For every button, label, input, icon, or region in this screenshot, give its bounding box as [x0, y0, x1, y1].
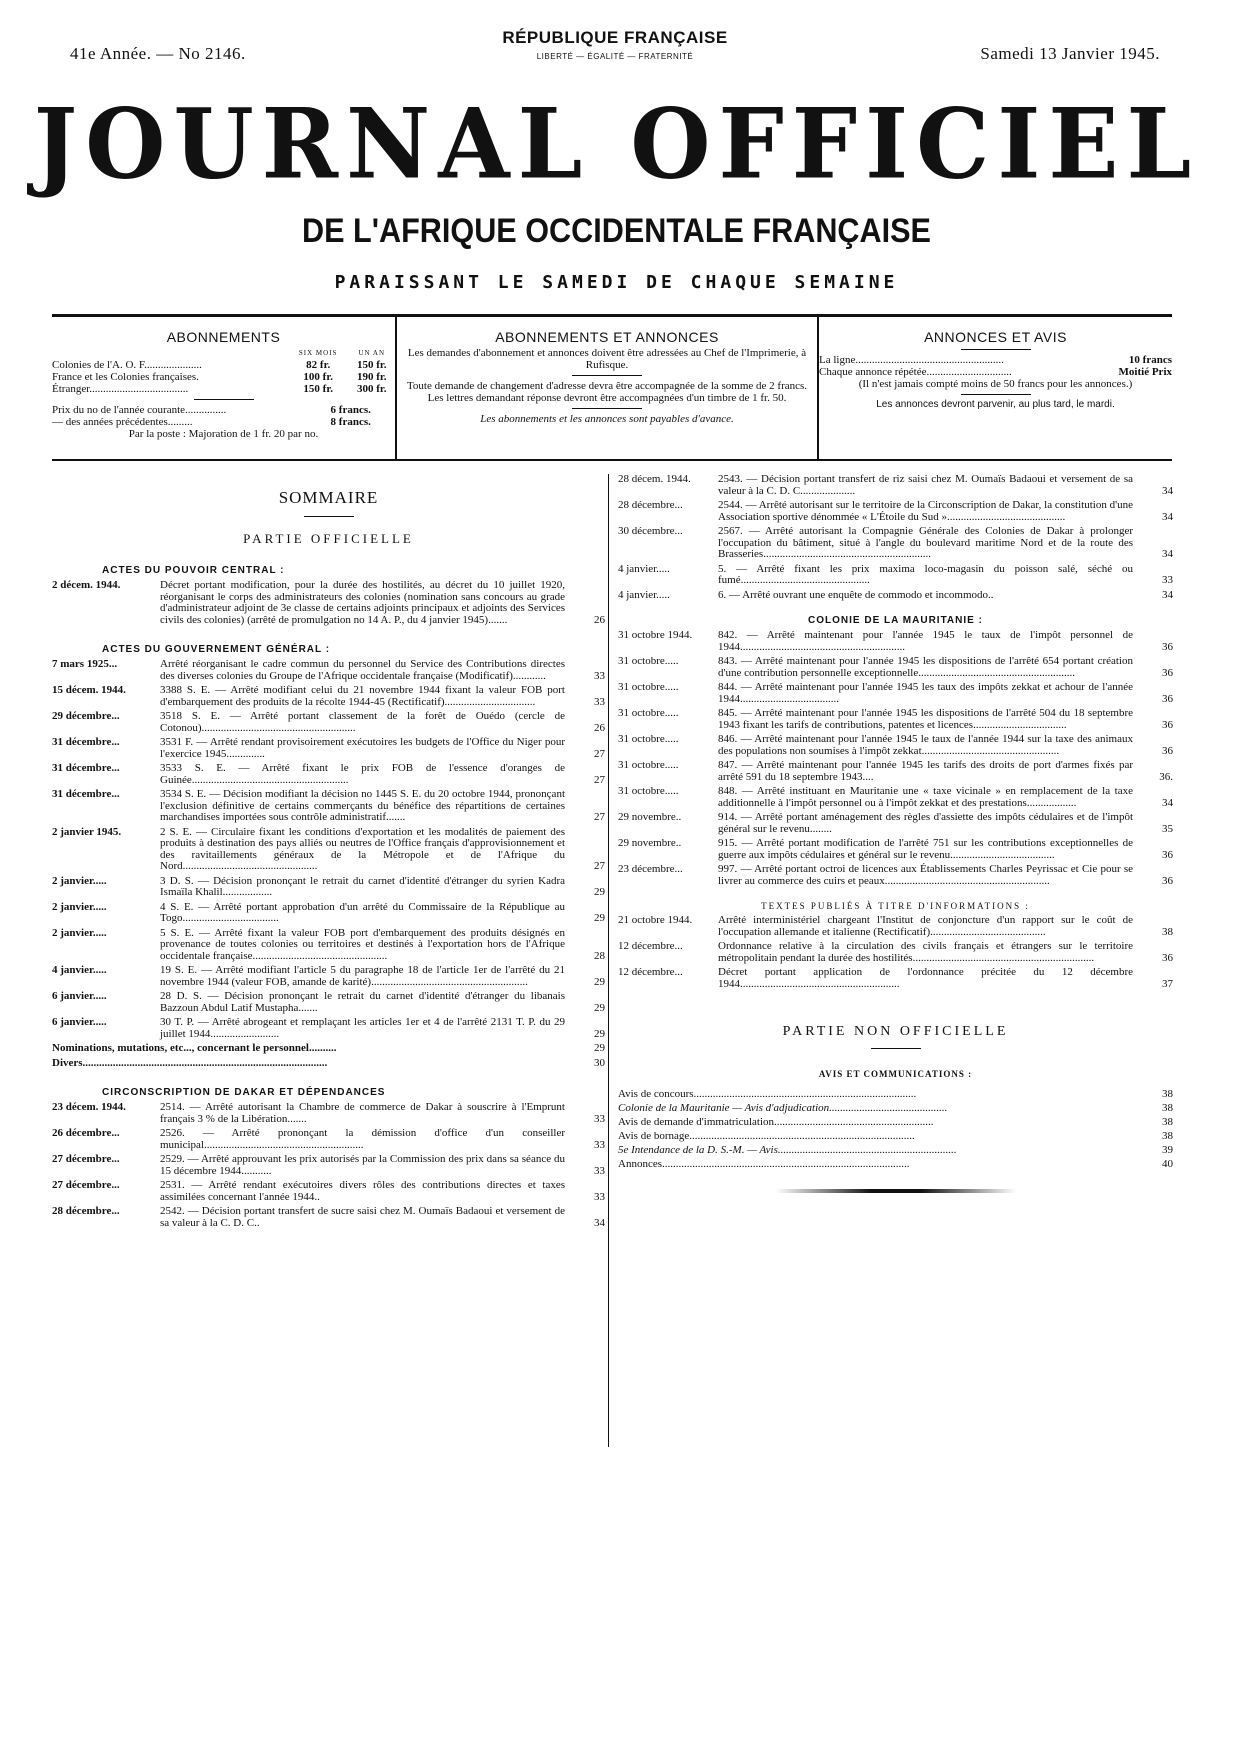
entry-date: 29 décembre...: [52, 710, 120, 722]
col-un-an: UN AN: [358, 349, 386, 357]
entry-text: 3534 S. E. — Décision modifiant la décision no 1445 S. E. du 20 octobre 1944, prononçant l'exclusion définitive de certains commerçants du bénéfice des répartitions de certaines marchandises importées sous contrôle administratif.......: [160, 788, 565, 823]
list-item: [618, 590, 1173, 602]
entry-date: 6 janvier.....: [52, 1016, 107, 1028]
sommaire-title: SOMMAIRE: [278, 488, 379, 507]
entry-page: 29: [594, 1027, 605, 1040]
entry-date: 31 octobre.....: [618, 733, 679, 745]
list-item: [52, 827, 605, 873]
entry-date: 12 décembre...: [618, 940, 683, 952]
entry-text: 915. — Arrêté portant modification de l'arrêté 751 sur les contributions exceptionnelles de guerre aux impôts cédulaires et général sur le revenu......................................: [718, 837, 1133, 861]
list-item: [618, 864, 1173, 887]
table-row: Colonies de l'A. O. F..................... 82 fr. 150 fr.: [52, 359, 387, 371]
list-item: [618, 564, 1173, 587]
entry-page: 33: [1162, 574, 1173, 586]
entry-text: 2542. — Décision portant transfert de sucre saisi chez M. Oumaïs Badaoui et versement de sa valeur à la C. D. C..: [160, 1205, 565, 1229]
entry-date: 21 octobre 1944.: [618, 914, 693, 926]
entry-text: 2 S. E. — Circulaire fixant les conditions d'exportation et les modalités de paiement des produits à destination des pays alliés ou neutres de l'Office français d'approvisionnement et des ravitaillements généraux de la Métropole et de l'Afrique du Nord.................................................: [160, 825, 565, 872]
entry-text: 3518 S. E. — Arrêté portant classement de la forêt de Ouédo (cercle de Cotonou)........................................................: [160, 710, 565, 734]
entry-page: 29: [594, 1001, 605, 1014]
masthead-title: JOURNAL OFFICIEL: [33, 87, 1200, 201]
list-item: [52, 1017, 605, 1040]
circonscription-dakar-heading: CIRCONSCRIPTION DE DAKAR ET DÉPENDANCES: [102, 1087, 386, 1098]
list-item: [618, 630, 1173, 653]
list-item: [618, 760, 1173, 783]
entry-page: 33: [594, 1190, 605, 1203]
avis-text: Avis de concours.................................................................................: [618, 1088, 917, 1100]
entry-page: 33: [594, 1164, 605, 1177]
top-line: [70, 22, 1160, 72]
list-item: [618, 708, 1173, 731]
entry-date: 31 octobre.....: [618, 655, 679, 667]
list-item: [618, 812, 1173, 835]
entry-page: 29: [594, 975, 605, 988]
annonces-delai: Les annonces devront parvenir, au plus tard, le mardi.: [876, 399, 1115, 410]
list-item: [52, 659, 605, 682]
col-six-mois: SIX MOIS: [298, 349, 338, 357]
avis-text: Avis de bornage..................................................................................: [618, 1130, 915, 1142]
list-item: [618, 967, 1173, 990]
annonces-table: La ligne...................................................... 10 francs Chaque annonce répétée............................... Moitié Prix: [819, 354, 1172, 378]
annonces-avis-title: ANNONCES ET AVIS: [924, 329, 1067, 345]
table-row: France et les Colonies françaises. 100 fr. 190 fr.: [52, 371, 387, 383]
entry-page: 36: [1162, 848, 1173, 861]
list-item: [52, 763, 605, 786]
abonnements-title: ABONNEMENTS: [166, 329, 281, 345]
entry-text: 5. — Arrêté fixant les prix maxima loco-magasin du poisson salé, séché ou fumé...............................................: [718, 562, 1133, 586]
list-item: [618, 526, 1173, 561]
entry-date: 23 décem. 1944.: [52, 1101, 126, 1113]
sommaire-right-column: [618, 474, 1173, 1193]
entry-text: 2526. — Arrêté prononçant la démission d'office d'un conseiller municipal..........................................................: [160, 1127, 565, 1151]
entry-date: 12 décembre...: [618, 966, 683, 978]
entry-page: 37: [1162, 977, 1173, 990]
entry-text: 846. — Arrêté maintenant pour l'année 1945 le taux de l'année 1944 sur la taxe des animaux des populations non soumises à l'impôt zekkat..................................................: [718, 733, 1133, 757]
list-item: [52, 711, 605, 734]
entry-page: 36: [1162, 692, 1173, 705]
table-row: Étranger.................................... 150 fr. 300 fr.: [52, 383, 387, 395]
list-item: [52, 789, 605, 824]
entry-date: 2 janvier.....: [52, 874, 107, 887]
entry-text: Arrêté interministériel chargeant l'Institut de conjoncture d'un rapport sur le coût de l'occupation allemande et italienne (Rectificatif)..........................................: [718, 914, 1133, 938]
annonces-note: (Il n'est jamais compté moins de 50 francs pour les annonces.): [858, 378, 1133, 390]
entry-date: 23 décembre...: [618, 863, 683, 875]
entry-text: 842. — Arrêté maintenant pour l'année 1945 le taux de l'impôt personnel de 1944............................................................: [718, 629, 1133, 653]
avis-communications-heading: AVIS ET COMMUNICATIONS :: [818, 1069, 973, 1079]
entry-text: 28 D. S. — Décision prononçant le retrait du carnet d'identité d'étranger du libanais Bazzoun Abdul Latif Mustapha.......: [160, 990, 565, 1014]
prix-table: Prix du no de l'année courante............... 6 francs. — des années précédentes......... 8 francs.: [52, 404, 371, 428]
avis-text: 5e Intendance de la D. S.-M. — Avis.................................................................: [618, 1144, 957, 1156]
entry-page: 34: [1162, 510, 1173, 523]
dakar-list: [52, 1102, 605, 1229]
list-item: [618, 1101, 1173, 1115]
decorative-rule: [776, 1189, 1016, 1193]
entry-text: Décret portant modification, pour la durée des hostilités, au décret du 10 juillet 1920, réorganisant le corps des administrateurs des colonies (nomination sans concours au grade d'administrateur adjoint de 3e classe de certains adjoints principaux et adjoints des Services civils des colonies) (arrêté de promulgation no 14 A. P., du 4 janvier 1945).......: [160, 579, 565, 626]
entry-page: 27: [594, 860, 605, 872]
entry-text: 3 D. S. — Décision prononçant le retrait du carnet d'identité d'étranger du syrien Kadra Ismaïla Khalil..................: [160, 874, 565, 898]
list-item: [52, 1102, 605, 1125]
entry-text: 2514. — Arrêté autorisant la Chambre de commerce de Dakar à souscrire à l'Emprunt français 3 % de la Libération.......: [160, 1101, 565, 1125]
entry-date: 31 octobre.....: [618, 785, 679, 797]
abonnements-box: [52, 317, 397, 459]
entry-date: 30 décembre...: [618, 525, 683, 537]
entry-date: 29 novembre..: [618, 811, 682, 823]
entry-text: Ordonnance relative à la circulation des civils français et étrangers sur le territoire métropolitain pendant la durée des hostilités..................................................................: [718, 940, 1133, 964]
entry-date: 28 décembre...: [618, 499, 683, 511]
entry-date: 2 janvier.....: [52, 900, 107, 913]
entry-text: 914. — Arrêté portant aménagement des règles d'assiette des impôts cédulaires et de l'impôt général sur le revenu........: [718, 811, 1133, 835]
masthead-tagline: PARAISSANT LE SAMEDI DE CHAQUE SEMAINE: [334, 272, 899, 293]
entry-text: 847. — Arrêté maintenant pour l'année 1945 les tarifs des droits de port d'armes fixés par arrêté 591 du 18 septembre 1943....: [718, 759, 1133, 783]
entry-text: Arrêté réorganisant le cadre commun du personnel du Service des Contributions directes des diverses colonies du Groupe de l'Afrique occidentale française (Modificatif)............: [160, 658, 565, 682]
entry-text: 30 T. P. — Arrêté abrogeant et remplaçant les articles 1er et 4 de l'arrêté 2131 T. P. du 29 juillet 1944.........................: [160, 1016, 565, 1040]
entry-page: 33: [594, 695, 605, 708]
entry-page: 33: [594, 1112, 605, 1125]
list-item: [618, 915, 1173, 938]
entry-text: Décret portant application de l'ordonnance précitée du 12 décembre 1944..........................................................: [718, 966, 1133, 990]
entry-date: 27 décembre...: [52, 1153, 120, 1165]
list-item: [618, 682, 1173, 705]
informations-list: [618, 915, 1173, 990]
entry-date: 31 décembre...: [52, 788, 120, 800]
list-item: [618, 474, 1173, 497]
devise: LIBERTÉ — ÉGALITÉ — FRATERNITÉ: [536, 52, 694, 61]
entry-text: 3531 F. — Arrêté rendant provisoirement exécutoires les budgets de l'Office du Niger pour l'exercice 1945..............: [160, 736, 565, 760]
avis-text: Annonces..........................................................................................: [618, 1158, 910, 1170]
list-item: [618, 656, 1173, 679]
entry-page: 36: [1162, 666, 1173, 679]
avis-page: 38: [1162, 1116, 1173, 1128]
entry-page: 35: [1162, 822, 1173, 835]
pouvoir-central-list: [52, 580, 605, 626]
entry-date: 31 décembre...: [52, 736, 120, 748]
entry-date: 29 novembre..: [618, 837, 682, 849]
list-item: [618, 1115, 1173, 1129]
list-item: [52, 991, 605, 1014]
entry-text: 2531. — Arrêté rendant exécutoires divers rôles des contributions directes et taxes assimilées concernant l'année 1944..: [160, 1179, 565, 1203]
entry-text: 843. — Arrêté maintenant pour l'année 1945 les dispositions de l'arrêté 654 portant création d'une contribution personnelle exceptionnelle.........................................................: [718, 655, 1133, 679]
entry-text: 3533 S. E. — Arrêté fixant le prix FOB de l'essence d'oranges de Guinée.........................................................: [160, 762, 565, 786]
entry-date: 2 décem. 1944.: [52, 579, 121, 591]
entry-date: 2 janvier.....: [52, 926, 107, 939]
list-item: [52, 1206, 605, 1229]
entry-text: 844. — Arrêté maintenant pour l'année 1945 les taux des impôts zekkat et achour de l'année 1944....................................: [718, 681, 1133, 705]
list-item: [52, 580, 605, 626]
list-item: [52, 965, 605, 988]
list-item: [618, 1129, 1173, 1143]
list-item: [52, 1128, 605, 1151]
entry-date: 31 octobre.....: [618, 681, 679, 693]
entry-page: 33: [594, 1138, 605, 1151]
abonnements-table: [52, 347, 395, 395]
entry-date: 2 janvier 1945.: [52, 825, 122, 838]
entry-text: 845. — Arrêté maintenant pour l'année 1945 les dispositions de l'arrêté 504 du 18 septembre 1943 fixant les tarifs de contributions, patentes et licences..................................: [718, 707, 1133, 731]
list-item: [618, 838, 1173, 861]
abon-note-1: Les demandes d'abonnement et annonces doivent être adressées au Chef de l'Imprimerie, à Rufisque.: [407, 347, 807, 371]
gouvernement-general-list: [52, 659, 605, 1040]
entry-page: 28: [594, 949, 605, 962]
entry-page: 34: [594, 1216, 605, 1229]
entry-date: 6 janvier.....: [52, 990, 107, 1002]
avis-page: 38: [1162, 1102, 1173, 1114]
divider: [304, 516, 354, 517]
entry-date: 31 décembre...: [52, 762, 120, 774]
divider: [961, 394, 1031, 395]
avis-text: Avis de demande d'immatriculation..........................................................: [618, 1116, 934, 1128]
list-item: [618, 1143, 1173, 1157]
entry-date: 4 janvier.....: [618, 562, 670, 575]
entry-page: 29: [594, 912, 605, 924]
divider: [194, 399, 254, 400]
republique-title: RÉPUBLIQUE FRANÇAISE: [502, 28, 728, 47]
entry-date: 27 décembre...: [52, 1179, 120, 1191]
entry-date: 31 octobre.....: [618, 707, 679, 719]
issue-number: 41e Année. — No 2146.: [70, 44, 246, 63]
list-item: [618, 734, 1173, 757]
list-item: [618, 786, 1173, 809]
list-item: [618, 500, 1173, 523]
mauritanie-list: [618, 630, 1173, 887]
abon-note-3: Les abonnements et les annonces sont payables d'avance.: [480, 413, 734, 425]
entry-page: 36: [1162, 874, 1173, 887]
list-item: Nominations, mutations, etc..., concernant le personnel.......... 29: [52, 1042, 605, 1054]
entry-page: 36: [1162, 718, 1173, 731]
entry-page: 36: [1162, 951, 1173, 964]
entry-text: 2543. — Décision portant transfert de riz saisi chez M. Oumaïs Badaoui et versement de sa valeur à la C. D. C....................: [718, 473, 1133, 497]
entry-page: 26: [594, 613, 605, 626]
sommaire-left-column: [52, 474, 605, 1232]
divider: [871, 1048, 921, 1049]
entry-text: 997. — Arrêté portant octroi de licences aux Établissements Charles Peyrissac et Cie pour se livrer au commerce des cuirs et peaux............................................................: [718, 863, 1133, 887]
entry-date: 28 décembre...: [52, 1205, 120, 1217]
avis-list: [618, 1087, 1173, 1171]
list-item: [52, 685, 605, 708]
entry-page: 38: [1162, 925, 1173, 938]
avis-page: 40: [1162, 1158, 1173, 1170]
entry-date: 31 octobre.....: [618, 759, 679, 771]
entry-page: 34: [1162, 588, 1173, 601]
subscription-boxes: [52, 314, 1172, 461]
entry-date: 31 octobre 1944.: [618, 629, 693, 641]
textes-informations-heading: TEXTES PUBLIÉS À TITRE D'INFORMATIONS :: [761, 901, 1030, 911]
entry-date: 4 janvier.....: [52, 964, 107, 976]
masthead-subtitle: DE L'AFRIQUE OCCIDENTALE FRANÇAISE: [302, 212, 931, 250]
entry-page: 27: [594, 747, 605, 760]
list-item: [618, 1157, 1173, 1171]
abonnements-annonces-title: ABONNEMENTS ET ANNONCES: [495, 329, 719, 345]
entry-text: 3388 S. E. — Arrêté modifiant celui du 21 novembre 1944 fixant la valeur FOB port d'embarquement des produits de la récolte 1944-45 (Rectificatif).................................: [160, 684, 565, 708]
avis-page: 38: [1162, 1088, 1173, 1100]
entry-text: 848. — Arrêté instituant en Mauritanie une « taxe vicinale » en remplacement de la taxe additionnelle à l'impôt personnel ou à l'impôt zekkat et des prestations..................: [718, 785, 1133, 809]
entry-text: 6. — Arrêté ouvrant une enquête de commodo et incommodo..: [718, 588, 994, 601]
list-item: Divers......................................................................................... 30: [52, 1056, 605, 1069]
entry-text: 5 S. E. — Arrêté fixant la valeur FOB port d'embarquement des produits désignés en provenance de toutes colonies ou territoires et destinés à l'exportation hors de l'Afrique occidentale française.................................................: [160, 926, 565, 962]
actes-gouvernement-general-heading: ACTES DU GOUVERNEMENT GÉNÉRAL :: [102, 644, 331, 655]
divider: [961, 349, 1031, 350]
list-item: [52, 1180, 605, 1203]
entry-page: 34: [1162, 548, 1173, 560]
entry-page: 27: [594, 773, 605, 786]
entry-date: 26 décembre...: [52, 1127, 120, 1139]
list-item: [618, 941, 1173, 964]
entry-date: 7 mars 1925...: [52, 658, 118, 670]
entry-page: 36: [1162, 640, 1173, 653]
colonie-mauritanie-heading: COLONIE DE LA MAURITANIE :: [808, 615, 983, 626]
entry-page: 27: [594, 811, 605, 823]
list-item: [52, 902, 605, 925]
partie-non-officielle-title: PARTIE NON OFFICIELLE: [782, 1024, 1009, 1039]
column-divider: [608, 474, 609, 1447]
entry-text: 19 S. E. — Arrêté modifiant l'article 5 du paragraphe 18 de l'article 1er de l'arrêté du 21 novembre 1944 (valeur FOB, amande de karité).........................................................: [160, 964, 565, 988]
list-item: [52, 928, 605, 963]
entry-page: 29: [594, 886, 605, 898]
divider: [572, 408, 642, 409]
entry-text: 2567. — Arrêté autorisant la Compagnie Générale des Colonies de Dakar à prolonger l'occupation du bâtiment, situé à l'angle du boulevard maritime Nord et de la route des Brasseries.............................................................: [718, 525, 1133, 560]
avis-page: 39: [1162, 1144, 1173, 1156]
annonces-avis-box: [819, 317, 1172, 459]
poste-majoration: Par la poste : Majoration de 1 fr. 20 par no.: [128, 428, 319, 440]
divider: [572, 375, 642, 376]
entry-page: 34: [1162, 796, 1173, 809]
entry-date: 4 janvier.....: [618, 588, 670, 601]
avis-page: 38: [1162, 1130, 1173, 1142]
avis-text: Colonie de la Mauritanie — Avis d'adjudication...........................................: [618, 1102, 948, 1114]
abonnements-annonces-box: [397, 317, 819, 459]
entry-text: 2544. — Arrêté autorisant sur le territoire de la Circonscription de Dakar, la constitution d'une Association sportive dénommée « L'Étoile du Sud »...........................................: [718, 499, 1133, 523]
list-item: [618, 1087, 1173, 1101]
entry-page: 33: [594, 669, 605, 682]
list-item: [52, 737, 605, 760]
actes-pouvoir-central-heading: ACTES DU POUVOIR CENTRAL :: [102, 565, 285, 576]
dakar-list-continued: [618, 474, 1173, 601]
entry-date: 15 décem. 1944.: [52, 684, 126, 696]
list-item: [52, 1154, 605, 1177]
list-item: [52, 876, 605, 899]
entry-text: 4 S. E. — Arrêté portant approbation d'un arrêté du Commissaire de la République au Togo...................................: [160, 900, 565, 924]
entry-page: 34: [1162, 484, 1173, 497]
issue-date: Samedi 13 Janvier 1945.: [980, 44, 1160, 63]
entry-page: 26: [594, 721, 605, 734]
entry-text: 2529. — Arrêté approuvant les prix autorisés par la Commission des prix dans sa séance du 15 décembre 1944...........: [160, 1153, 565, 1177]
entry-date: 28 décem. 1944.: [618, 473, 691, 485]
entry-page: 36: [1162, 744, 1173, 757]
abon-note-2: Toute demande de changement d'adresse devra être accompagnée de la somme de 2 francs. Les lettres demandant réponse devront être accompagnées d'un timbre de 1 fr. 50.: [406, 380, 808, 404]
entry-page: 36.: [1159, 770, 1173, 783]
partie-officielle-title: PARTIE OFFICIELLE: [243, 531, 414, 546]
